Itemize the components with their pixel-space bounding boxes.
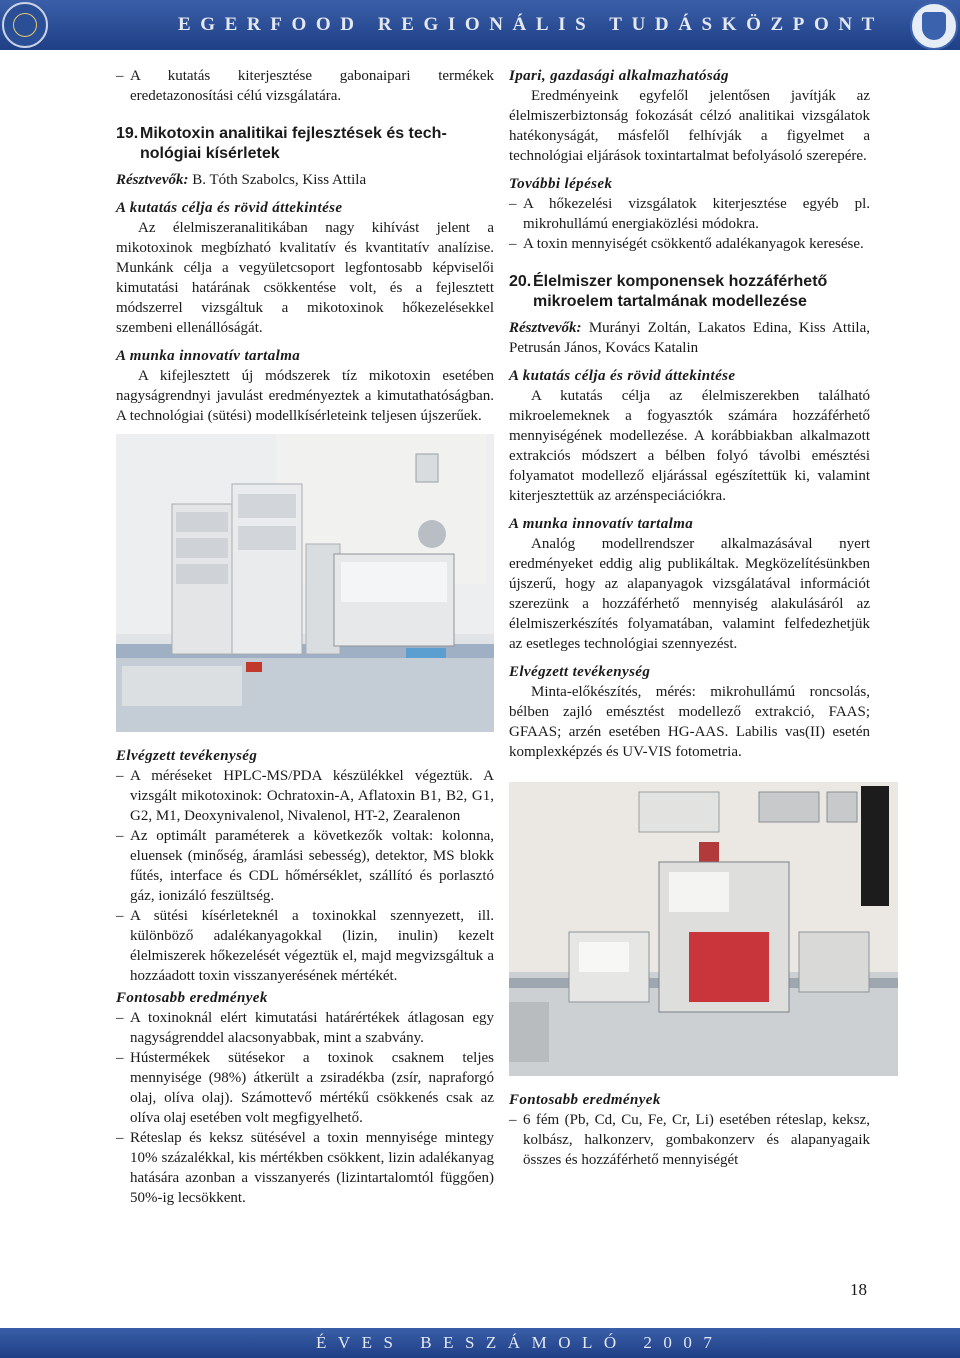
- header-bar: [0, 0, 960, 50]
- header-title: EGERFOOD REGIONÁLIS TUDÁSKÖZPONT: [178, 14, 884, 35]
- done-heading: Elvégzett tevékenység: [116, 748, 258, 764]
- industry-text: Eredményeink egyfelől jelentősen javítják az élelmiszerbiztonság fokozását célzó analitikai vizsgálatok hatékonyságát, másfelől felhívják a figyelmet a technológiai eljárások toxintartalmat befolyásoló szerepére.: [509, 88, 870, 164]
- section-19-title-line2: nológiai kísérletek: [140, 145, 280, 162]
- right-column: [509, 66, 870, 1170]
- footer-bar: [0, 1328, 960, 1358]
- next-step-1: – A hőkezelési vizsgálatok kiterjesztése egyéb pl. mikrohullámú energiaközlési módokra.: [509, 194, 870, 234]
- page-number: 18: [850, 1280, 867, 1299]
- section-20-title: [509, 272, 870, 312]
- done-item-2: – Az optimált paraméterek a következők voltak: kolonna, eluensek (minőség, áramlási sebesség), detektor, MS blokk fűtés, interface és CDL hőmérséklet, szállító és porlasztó gáz, ionizáló feszültség.: [116, 826, 494, 906]
- innovation-heading-20: A munka innovatív tartalma: [509, 516, 694, 532]
- lab-photo-microwave: [509, 782, 898, 1076]
- results-item-2: – Hústermékek sütésekor a toxinok csaknem teljes mennyisége (98%) átkerült a zsiradékba (zsír, napraforgó olaj, olíva olaj). Számottevő mértékű csökkenés csak az olíva olaj esetében volt megfigyelhető.: [116, 1048, 494, 1128]
- goal-text-20: A kutatás célja az élelmiszerekben található mikroelemeknek a fogyasztók számára hozzáférhető mennyiségének modellezése. A korábbiakban alkalmazott extrakciós módszert a bélben folyó távolbi emésztési folyamatot modellező eljárással egészítettük ki, valamint kiterjesztettük az arzénspeciációkra.: [509, 388, 870, 504]
- participants-names-20: Murányi Zoltán, Lakatos Edina, Kiss Attila, Petrusán János, Kovács Katalin: [509, 320, 870, 356]
- left-column: [116, 66, 494, 1208]
- section-19-number: 19.: [116, 125, 139, 142]
- university-seal-icon: [2, 2, 48, 48]
- results-heading-20: Fontosabb eredmények: [509, 1092, 661, 1108]
- done-item-1: – A méréseket HPLC-MS/PDA készülékkel végeztük. A vizsgált mikotoxinok: Ochratoxin-A, Aflatoxin B1, B2, G1, G2, M1, Deoxynivalenol, Nivalenol, HT-2, Zearalenon: [116, 766, 494, 826]
- participants-names: B. Tóth Szabolcs, Kiss Attila: [192, 172, 367, 188]
- results-item-3: – Réteslap és keksz sütésével a toxin mennyisége mintegy 10% százalékkal, kis mértékben csökkent, lizin adalékanyag hatására azonban a visszanyerés (lizintartalomtól függően) 50%-ig lecsökkent.: [116, 1128, 494, 1208]
- results-item-20-1: – 6 fém (Pb, Cd, Cu, Fe, Cr, Li) esetében réteslap, keksz, kolbász, halkonzerv, gombakonzerv és alapanyagaik összes és hozzáférhető mennyiségét: [509, 1110, 870, 1170]
- results-heading: Fontosabb eredmények: [116, 990, 268, 1006]
- done-item-3: – A sütési kísérleteknél a toxinokkal szennyezett, ill. különböző adalékanyagokkal (lizin, inulin) kezelt élelmiszerek hőkezelését végeztük el, majd megvizsgáltuk a hozzáadott toxin visszanyerésének mértékét.: [116, 906, 494, 986]
- innovation-text: A kifejlesztett új módszerek tíz mikotoxin esetében nagyságrendnyi javulást eredményeztek a kimutathatóságban. A technológiai (sütési) modellkísérleteink teljesen újszerűek.: [116, 368, 494, 424]
- innovation-text-20: Analóg modellrendszer alkalmazásával nyert eredményeket eddig alig publikáltak. Megközelítésünkben újszerű, hogy az alapanyagok vizsgálatával információt szerezünk a hozzáférhető mennyiség alakulásáról az élelmiszerkészítés folyamatában, valamint felfedezhetjük az esetleges technológiai szennyezést.: [509, 536, 870, 652]
- section-19-title-line1: Mikotoxin analitikai fejlesztések és tech-: [140, 125, 447, 142]
- innovation-heading: A munka innovatív tartalma: [116, 348, 301, 364]
- intro-dash-item: – A kutatás kiterjesztése gabonaipari termékek eredetazonosítási célú vizsgálatára.: [116, 66, 494, 106]
- section-20-title-line1: Élelmiszer komponensek hozzáférhető: [533, 273, 828, 290]
- footer-text: ÉVES BESZÁMOLÓ 2007: [316, 1333, 724, 1352]
- lab-photo-hplc: [116, 434, 494, 732]
- industry-heading: Ipari, gazdasági alkalmazhatóság: [509, 68, 729, 84]
- participants-19: [116, 170, 494, 190]
- results-item-1: – A toxinoknál elért kimutatási határértékek átlagosan egy nagyságrenddel alacsonyabbak, mint a szabvány.: [116, 1008, 494, 1048]
- participants-20: [509, 318, 870, 358]
- done-heading-20: Elvégzett tevékenység: [509, 664, 651, 680]
- participants-label: Résztvevők:: [116, 172, 189, 188]
- participants-label-20: Résztvevők:: [509, 320, 582, 336]
- goal-text: Az élelmiszeranalitikában nagy kihívást jelent a mikotoxinok megbízható kvalitatív és kvantitatív analízise. Munkánk célja a vegyületcsoport legfontosabb képviselői kimutatási határának csökkentése volt, és a fejlesztett módszerrel vizsgáltuk a mikotoxinok hőkezelésekkel szembeni ellenállóságát.: [116, 220, 494, 336]
- section-20-number: 20.: [509, 273, 532, 290]
- section-19-title: [116, 124, 494, 164]
- next-step-2: – A toxin mennyiségét csökkentő adalékanyagok keresése.: [509, 234, 870, 254]
- goal-heading: A kutatás célja és rövid áttekintése: [116, 200, 343, 216]
- goal-heading-20: A kutatás célja és rövid áttekintése: [509, 368, 736, 384]
- done-text-20: Minta-előkészítés, mérés: mikrohullámú roncsolás, bélben zajló emésztést modellező extrakció, FAAS; GFAAS; arzén esetében HG-AAS. Labilis vas(II) esetén komplexképzés és UV-VIS fotometria.: [509, 684, 870, 760]
- section-20-title-line2: mikroelem tartalmának modellezése: [533, 293, 807, 310]
- next-steps-heading: További lépések: [509, 176, 613, 192]
- institute-emblem-icon: [910, 2, 958, 50]
